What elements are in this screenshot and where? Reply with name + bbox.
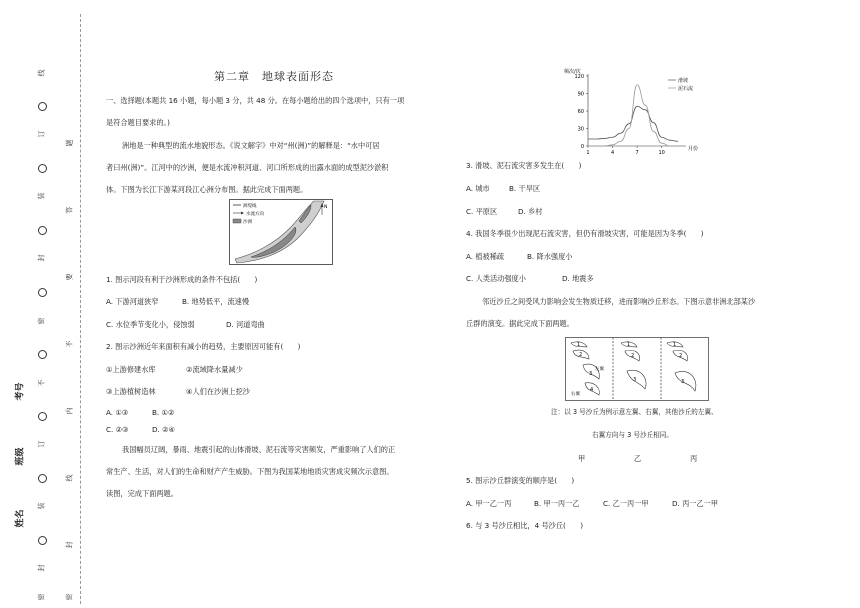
map-legend-flow: 水流方向 bbox=[246, 212, 264, 217]
seal-char-inner: 封 bbox=[65, 541, 74, 549]
binding-hole-circle bbox=[38, 288, 47, 297]
seal-char-inner: 答 bbox=[65, 206, 74, 214]
seal-char-inner: 内 bbox=[65, 407, 74, 415]
passage-3-line-1: 邻近沙丘之间受风力影响会发生物质迁移，进而影响沙丘形态。下图示意非洲北部某沙 bbox=[482, 297, 756, 306]
figure-label-bing: 丙 bbox=[690, 454, 698, 463]
svg-text:3: 3 bbox=[589, 371, 593, 377]
chart-xtick-label: 10 bbox=[658, 150, 665, 156]
q3-option-b: B. 干旱区 bbox=[509, 184, 541, 193]
q3-option-d: D. 乡村 bbox=[518, 207, 543, 216]
chart-ytick-label: 90 bbox=[577, 91, 584, 98]
passage-2-line-3: 读图，完成下面两题。 bbox=[106, 489, 178, 498]
q4-option-b: B. 降水强度小 bbox=[527, 252, 573, 261]
name-label: 姓名 bbox=[15, 509, 26, 528]
q1-option-d: D. 河道弯曲 bbox=[226, 320, 265, 329]
q5-option-c: C. 乙一丙一甲 bbox=[603, 499, 649, 508]
seal-char-inner: 密 bbox=[65, 593, 74, 601]
binding-hole-circle bbox=[38, 226, 47, 235]
chart-xtick-label: 4 bbox=[610, 150, 615, 156]
figure-label-jia: 甲 bbox=[578, 454, 586, 463]
passage-2-line-2: 常生产、生活，对人们的生命和财产产生威胁。下图为我国某地地质灾害成灾频次示意图。 bbox=[106, 467, 394, 476]
binding-hole-circle bbox=[38, 350, 47, 359]
seal-char-outer: 装 bbox=[37, 502, 46, 510]
question-1: 1. 图示河段有利于沙洲形成的条件不包括( ) bbox=[106, 275, 258, 284]
q2-option-d: D. ②④ bbox=[152, 425, 175, 434]
q4-option-d: D. 地震多 bbox=[562, 274, 594, 283]
question-3: 3. 滑坡、泥石流灾害多发生在( ) bbox=[466, 161, 582, 170]
map-legend-sandbar: 沙洲 bbox=[243, 220, 252, 225]
svg-text:2: 2 bbox=[579, 352, 583, 358]
chart-xtick-label: 1 bbox=[586, 150, 590, 156]
seal-char-outer: 封 bbox=[37, 254, 46, 262]
seal-char-outer: 密 bbox=[37, 593, 46, 601]
figure-note-2: 右翼方向与 3 号沙丘相同。 bbox=[592, 431, 673, 439]
fig-right-wing: 右翼 bbox=[571, 392, 580, 397]
passage-1-line-3: 体。下图为长江下游某河段江心洲分布图。据此完成下面两题。 bbox=[106, 185, 308, 194]
chart-ytick-label: 30 bbox=[577, 126, 584, 133]
binding-hole-circle bbox=[38, 536, 47, 545]
binding-hole-circle bbox=[38, 102, 47, 111]
section-heading: 一、选择题(本题共 16 小题，每小题 3 分，共 48 分。在每小题给出的四个选项中，只有一项 bbox=[106, 96, 405, 105]
chapter-title: 第二章 地球表面形态 bbox=[214, 70, 334, 83]
question-4: 4. 我国冬季很少出现泥石流灾害，但仍有滑坡灾害，可能是因为冬季( ) bbox=[466, 229, 704, 238]
q2-option-b: B. ①② bbox=[152, 408, 175, 417]
section-heading-cont: 是符合题目要求的。) bbox=[106, 118, 170, 127]
q1-option-a: A. 下游河道狭窄 bbox=[106, 297, 159, 306]
q4-option-c: C. 人类活动强度小 bbox=[466, 274, 526, 283]
seal-char-inner: 线 bbox=[65, 474, 74, 482]
seal-char-outer: 密 bbox=[37, 317, 46, 325]
seal-char-outer: 订 bbox=[37, 130, 46, 138]
svg-text:1: 1 bbox=[673, 342, 677, 348]
svg-text:4: 4 bbox=[590, 387, 594, 393]
svg-text:3: 3 bbox=[633, 377, 637, 383]
q2-item-2: ②流域降水量减少 bbox=[186, 365, 243, 374]
q1-option-b: B. 地势低平，流速慢 bbox=[182, 297, 250, 306]
seal-char-outer: 订 bbox=[37, 440, 46, 448]
figure-note-1: 注：以 3 号沙丘为例示意左翼、右翼，其他沙丘的左翼、 bbox=[551, 408, 718, 416]
q2-option-a: A. ①③ bbox=[106, 408, 129, 417]
binding-hole-circle bbox=[38, 474, 47, 483]
question-2: 2. 图示沙洲近年来面积有减小的趋势，主要原因可能有( ) bbox=[106, 342, 301, 351]
seal-char-outer: 装 bbox=[37, 192, 46, 200]
map-legend-levee: 洲堤线 bbox=[243, 204, 257, 209]
river-sandbar-map bbox=[229, 199, 333, 265]
passage-1-line-1: 洲地是一种典型的流水地貌形态。《说文解字》中对“州(洲)”的解释是：“水中可居 bbox=[122, 141, 380, 150]
q5-option-b: B. 甲一丙一乙 bbox=[534, 499, 580, 508]
disaster-frequency-chart bbox=[556, 66, 716, 158]
seal-char-inner: 要 bbox=[65, 273, 74, 281]
svg-text:1: 1 bbox=[627, 342, 631, 348]
figure-label-yi: 乙 bbox=[634, 454, 642, 463]
passage-1-line-2: 者曰州(洲)”。江河中的沙洲，便是水流冲积河道、河口所形成的出露水面的成型泥沙淤积 bbox=[106, 163, 389, 172]
sand-dune-evolution-figure bbox=[565, 337, 709, 401]
q2-option-c: C. ②③ bbox=[106, 425, 129, 434]
exam-number-label: 考号 bbox=[15, 382, 26, 401]
q3-option-a: A. 城市 bbox=[466, 184, 490, 193]
chart-ylabel: 频次/次 bbox=[564, 69, 581, 75]
q2-item-4: ④人们在沙洲上挖沙 bbox=[186, 387, 250, 396]
seal-char-outer: 线 bbox=[37, 69, 46, 77]
chart-ytick-label: 120 bbox=[574, 73, 584, 80]
chart-ytick-label: 60 bbox=[577, 108, 584, 115]
binding-hole-circle bbox=[38, 164, 47, 173]
q4-option-a: A. 植被稀疏 bbox=[466, 252, 505, 261]
binding-dashed-line bbox=[80, 14, 81, 604]
question-6: 6. 与 3 号沙丘相比，4 号沙丘( ) bbox=[466, 521, 584, 530]
q5-option-a: A. 甲一乙一丙 bbox=[466, 499, 512, 508]
legend-debris-flow: 泥石流 bbox=[678, 86, 694, 92]
question-5: 5. 图示沙丘群演变的顺序是( ) bbox=[466, 476, 575, 485]
svg-text:3: 3 bbox=[681, 379, 685, 385]
passage-2-line-1: 我国幅员辽阔，暴雨、地震引起的山体滑坡、泥石流等灾害频发，严重影响了人们的正 bbox=[122, 445, 396, 454]
seal-char-outer: 不 bbox=[37, 379, 46, 387]
chart-ytick-label: 0 bbox=[580, 143, 584, 150]
passage-3-line-2: 丘群的演变。据此完成下面两题。 bbox=[466, 319, 574, 328]
class-label: 班级 bbox=[15, 447, 26, 466]
fig-left-wing: 左翼 bbox=[595, 367, 604, 372]
seal-char-outer: 封 bbox=[37, 564, 46, 572]
q2-item-1: ①上游修建水库 bbox=[106, 365, 156, 374]
landslide-series-line bbox=[588, 106, 678, 141]
q5-option-d: D. 丙一乙一甲 bbox=[672, 499, 719, 508]
binding-hole-circle bbox=[38, 412, 47, 421]
svg-text:1: 1 bbox=[577, 342, 581, 348]
svg-text:2: 2 bbox=[679, 353, 683, 359]
q3-option-c: C. 平原区 bbox=[466, 207, 498, 216]
seal-char-inner: 不 bbox=[65, 340, 74, 348]
svg-text:2: 2 bbox=[631, 353, 635, 359]
legend-landslide: 滑坡 bbox=[678, 78, 689, 84]
q2-item-3: ③上游植树造林 bbox=[106, 387, 156, 396]
map-north-arrow: N bbox=[324, 205, 328, 210]
q1-option-c: C. 水位季节变化小，侵蚀弱 bbox=[106, 320, 195, 329]
chart-xtick-label: 7 bbox=[635, 150, 639, 156]
seal-char-inner: 题 bbox=[65, 139, 74, 147]
chart-xlabel: 月份 bbox=[688, 146, 699, 152]
